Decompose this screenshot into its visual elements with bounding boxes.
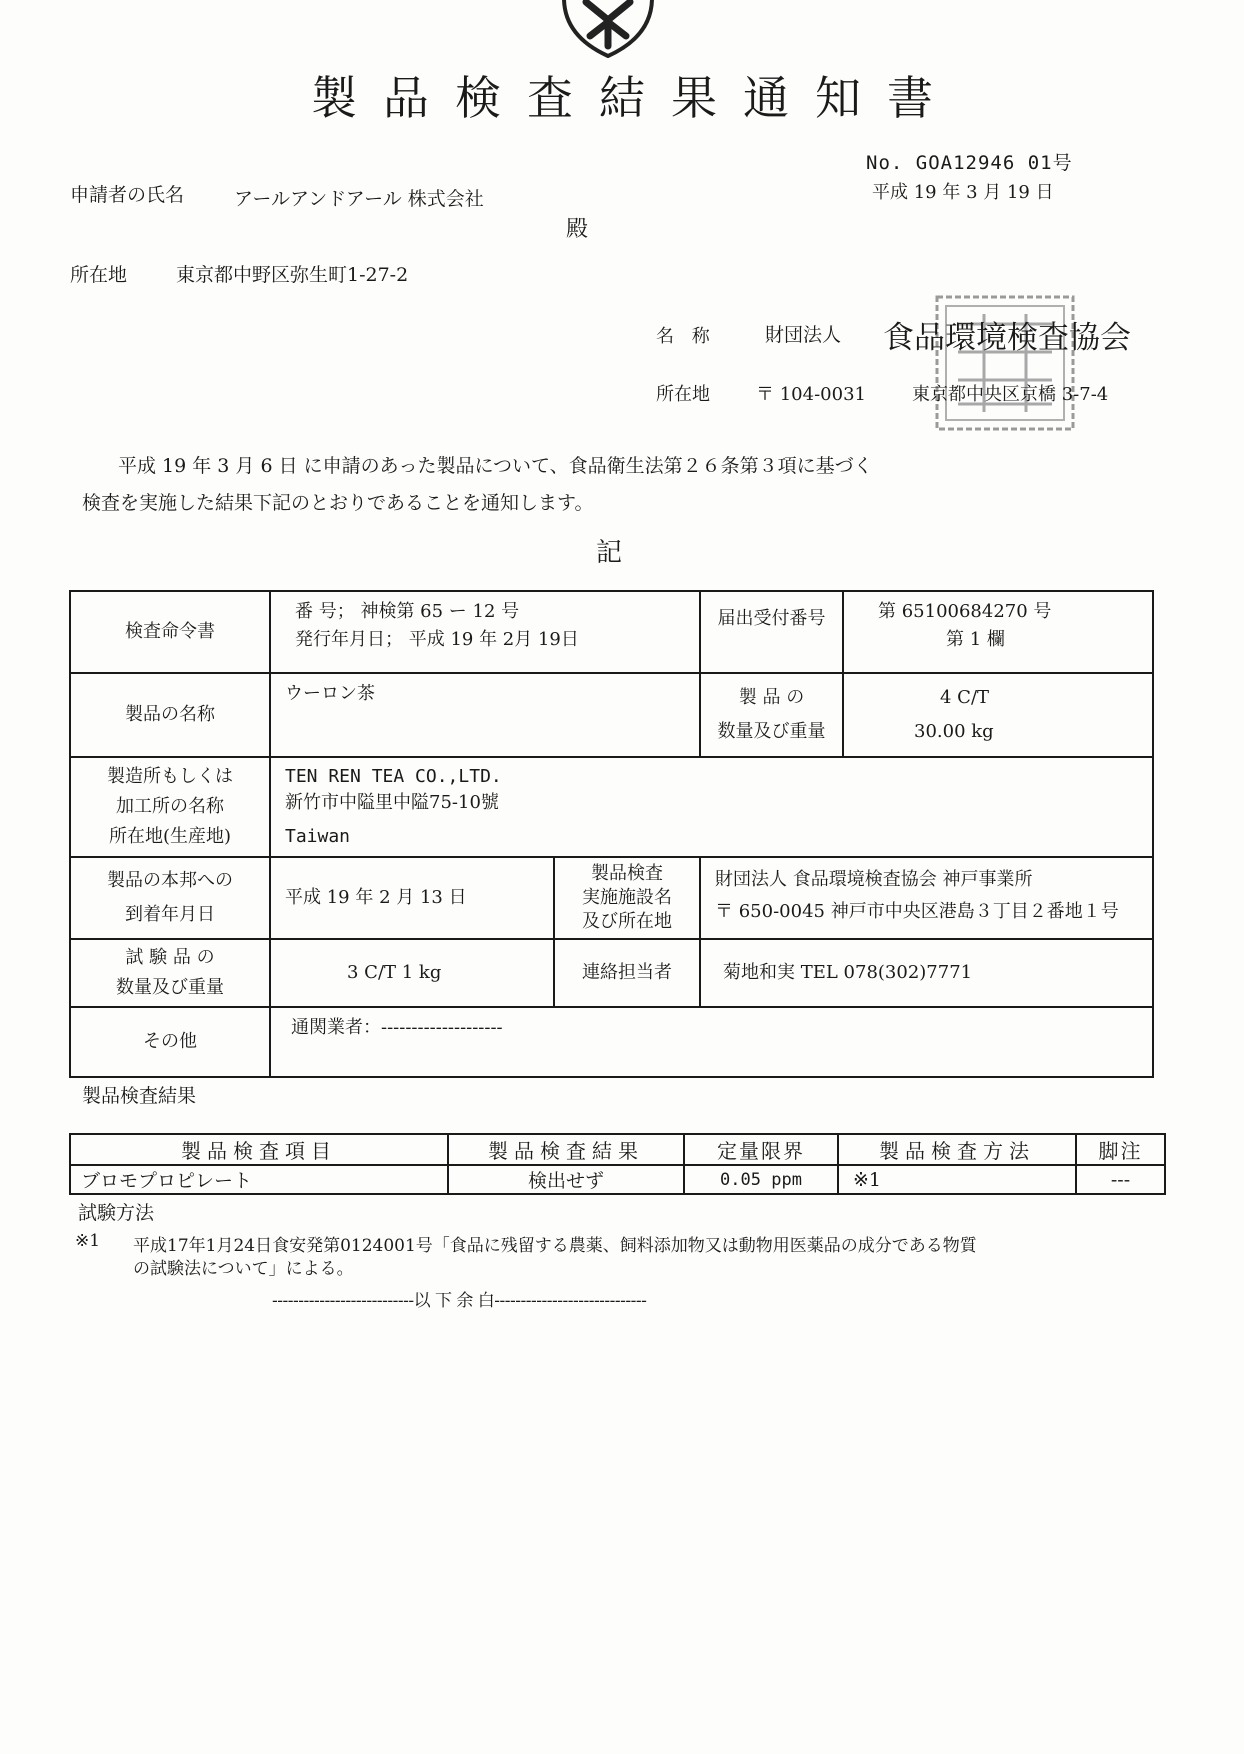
method-text-line2: の試験法について」による。: [133, 1259, 354, 1279]
header-test-item: 製品検査項目: [70, 1134, 448, 1165]
facility-label-line3: 及び所在地: [582, 911, 672, 932]
test-method: ※1: [838, 1165, 1076, 1194]
facility-label: [554, 857, 700, 939]
product-name-label: 製品の名称: [70, 673, 270, 757]
applicant-name: アールアンドアール 株式会社: [234, 188, 484, 210]
customs-broker: 通関業者：--------------------: [270, 1007, 1153, 1077]
manufacturer-country: Taiwan: [285, 826, 351, 847]
order-value: [270, 591, 700, 673]
product-quantity-label-line1: 製 品 の: [738, 687, 805, 708]
manufacturer-label: [70, 757, 270, 857]
arrival-date-label-line2: 到着年月日: [125, 904, 215, 925]
arrival-date-label-line1: 製品の本邦への: [107, 870, 233, 891]
issuer-name-label: 名 称: [656, 326, 716, 347]
table-row: [70, 757, 1153, 857]
sample-quantity-label: [70, 939, 270, 1007]
receipt-number: 第 65100684270 号: [878, 601, 1052, 622]
body-text-line2: 検査を実施した結果下記のとおりであることを通知します。: [82, 492, 594, 514]
applicant-address-label: 所在地: [70, 264, 128, 286]
facility-label-line2: 実施施設名: [582, 887, 672, 908]
ki-mark: 記: [596, 538, 623, 568]
document-title: 製品検査結果通知書: [311, 71, 959, 125]
method-mark: ※1: [75, 1231, 101, 1251]
sample-quantity-label-line1: 試 験 品 の: [125, 947, 215, 968]
applicant-address: 東京都中野区弥生町1-27-2: [176, 264, 409, 286]
product-quantity-value: [843, 673, 1153, 757]
issuer-name: 食品環境検査協会: [883, 320, 1131, 356]
facility-value: [700, 857, 1153, 939]
order-issue-date: 発行年月日； 平成 19 年 2月 19日: [295, 629, 579, 650]
manufacturer-label-line3: 所在地(生産地): [108, 826, 232, 847]
body-text-line1: 平成 19 年 3 月 6 日 に申請のあった製品について、食品衛生法第２６条第３項に基づく: [118, 455, 873, 477]
results-header-row: [70, 1134, 1165, 1165]
method-heading: 試験方法: [78, 1202, 155, 1224]
contact-label: 連絡担当者: [554, 939, 700, 1007]
issue-date: 平成 19 年 3 月 19 日: [872, 182, 1054, 203]
product-quantity-count: 4 C/T: [940, 687, 990, 708]
test-item: ブロモプロピレート: [70, 1165, 448, 1194]
emblem-icon: [560, 0, 656, 58]
applicant-name-label: 申請者の氏名: [70, 184, 185, 206]
sample-quantity: 3 C/T 1 kg: [270, 939, 554, 1007]
other-label: その他: [70, 1007, 270, 1077]
issuer-postal: 〒 104-0031: [756, 384, 866, 405]
issuer-address: 東京都中央区京橋 3-7-4: [912, 384, 1109, 405]
table-row: [70, 1007, 1153, 1077]
arrival-date: 平成 19 年 2 月 13 日: [270, 857, 554, 939]
table-row: [70, 939, 1153, 1007]
method-text-line1: 平成17年1月24日食安発第0124001号「食品に残留する農薬、飼料添加物又は動物用医薬品の成分である物質: [133, 1236, 977, 1256]
receipt-column: 第 1 欄: [946, 629, 1005, 650]
order-number: 番 号； 神検第 65 ー 12 号: [295, 601, 520, 622]
product-quantity-label: [700, 673, 843, 757]
issuer-prefix: 財団法人: [765, 324, 842, 346]
test-result: 検出せず: [448, 1165, 684, 1194]
table-row: [70, 1165, 1165, 1194]
results-heading: 製品検査結果: [82, 1085, 197, 1107]
header-test-method: 製品検査方法: [838, 1134, 1076, 1165]
table-row: [70, 857, 1153, 939]
sample-quantity-label-line2: 数量及び重量: [116, 977, 224, 998]
issuer-address-label: 所在地: [656, 384, 710, 405]
table-row: [70, 591, 1153, 673]
quantitation-limit: 0.05 ppm: [684, 1165, 838, 1194]
header-footnote: 脚注: [1076, 1134, 1165, 1165]
header-quantitation-limit: 定量限界: [684, 1134, 838, 1165]
product-quantity-label-line2: 数量及び重量: [717, 721, 826, 742]
inspection-details-table: [69, 590, 1154, 1078]
footnote: ---: [1076, 1165, 1165, 1194]
honorific: 殿: [566, 217, 589, 242]
manufacturer-value: [270, 757, 1153, 857]
contact-value: 菊地和実 TEL 078(302)7771: [700, 939, 1153, 1007]
manufacturer-label-line1: 製造所もしくは: [107, 766, 233, 787]
arrival-date-label: [70, 857, 270, 939]
document-number: No. GOA12946 01号: [866, 152, 1073, 174]
manufacturer-label-line2: 加工所の名称: [116, 796, 224, 817]
receipt-number-label: 届出受付番号: [700, 591, 843, 673]
table-row: [70, 673, 1153, 757]
facility-name: 財団法人 食品環境検査協会 神戸事業所: [715, 869, 1033, 890]
manufacturer-name: TEN REN TEA CO.,LTD.: [285, 766, 502, 787]
results-table: [69, 1133, 1166, 1195]
header-test-result: 製品検査結果: [448, 1134, 684, 1165]
facility-address: 〒 650-0045 神戸市中央区港島３丁目２番地１号: [715, 901, 1119, 922]
product-quantity-weight: 30.00 kg: [914, 721, 994, 742]
product-name: ウーロン茶: [270, 673, 700, 757]
manufacturer-address: 新竹市中隘里中隘75-10號: [285, 792, 499, 813]
order-label: 検査命令書: [70, 591, 270, 673]
facility-label-line1: 製品検査: [591, 863, 663, 884]
receipt-number-value: [843, 591, 1153, 673]
end-of-document-line: ---------------------------以 下 余 白-----------------------------: [272, 1291, 647, 1311]
